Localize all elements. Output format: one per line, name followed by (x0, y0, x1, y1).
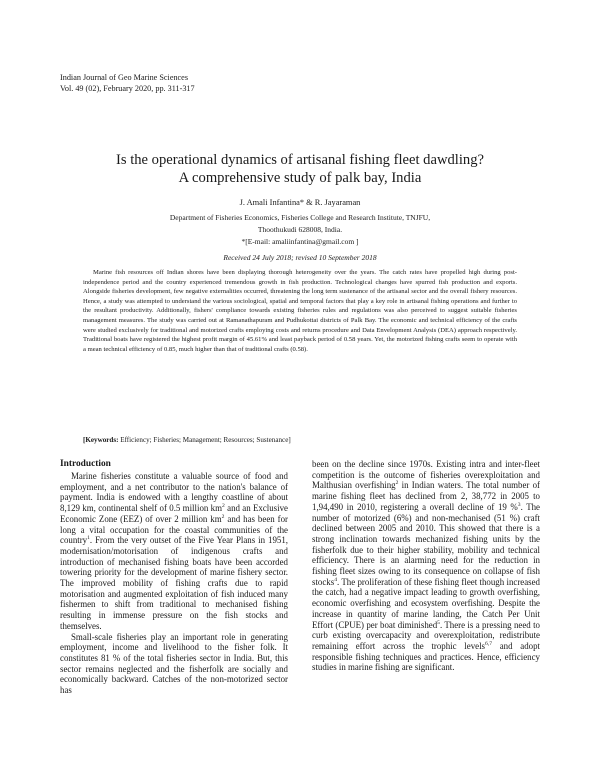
received-dates: Received 24 July 2018; revised 10 September 2018 (223, 253, 377, 262)
paper-title (60, 151, 540, 187)
body-column-left (60, 459, 288, 696)
text-run: Marine fisheries constitute a valuable source of food and employment, and a net contributor to the nation's balance of payment. India is endowed with a lengthy coastline of about 8,129 km, continental shelf of 0.5 million km (60, 471, 288, 514)
text-run: and has been for long a vital occupation for the coastal communities of the country (60, 513, 288, 546)
intro-paragraph-3 (312, 459, 540, 673)
journal-header (60, 72, 195, 94)
affiliation-line-2: Thoothukudi 628008, India. (257, 225, 343, 234)
intro-paragraph-2: Small-scale fisheries play an important role in generating employment, income and livelihood to the fisher folk. It constitutes 81 % of the total fisheries sector in India. But, this sector remains neglected and the fisherfolk are socially and economically backward. Catches of the non-motorized sector has (60, 631, 288, 696)
superscript: 2 (221, 513, 225, 520)
section-heading-introduction: Introduction (60, 459, 111, 469)
text-run: been on the decline since 1970s. Existing intra and inter-fleet competition is the outcome of fisheries overexploitation and Malthusian overfishing (312, 459, 540, 491)
abstract: Marine fish resources off Indian shores have been displaying thorough heterogeneity over the years. The catch rates have propelled high during post-independence period and the country experienced tremendous growth in fish production. Technological changes have spurred fish production and exports. Alongside fisheries development, few negative externalities occurred, threatening the long term sustenance of the artisanal sector and the overall fishery resources. Hence, a study was attempted to understand the various sociological, spatial and temporal factors that play a key role in artisanal fishing operations and further to the resultant productivity. Additionally, fishers' compliance towards existing fisheries rules and regulations was also perceived to suggest suitable fisheries management measures. The study was carried out at Ramanathapuram and Pudhukottai districts of Palk Bay. The economic and technical efficiency of the crafts were studied exclusively for traditional and motorized crafts employing costs and returns procedure and Data Envelopment Analysis (DEA) approach respectively. Traditional boats have registered the highest profit margin of 45.61% and least payback period of 0.58 years. Yet, the motorized fishing crafts seem to operate with a mean technical efficiency of 0.85, much higher than that of traditional crafts (0.58). (83, 269, 517, 353)
intro-paragraph-1 (60, 471, 288, 632)
text-run: . From the very outset of the Five Year Plans in 1951, modernisation/motorisation of indigenous crafts and introduction of mechanised fishing boats have been accorded towering priority for the development of marine fishery sector. The improved mobility of fishing crafts due to rapid motorisation and augmented exploitation of fish induced many fishermen to shift from traditional to mechanised fishing resulting in immense pressure on the fish stocks and themselves. (60, 535, 288, 631)
text-run: . There is a pressing need to curb existing overcapacity and overexploitation, redistribute remaining effort across the trophic levels (312, 619, 540, 651)
affiliation-line-1: Department of Fisheries Economics, Fisheries College and Research Institute, TNJFU, (169, 213, 431, 222)
paper-title-line-2: A comprehensive study of palk bay, India (178, 170, 422, 186)
text-run: . The number of motorized (6%) and non-mechanised (51 %) craft declined between 2005 and 2010. This showed that there is a strong inclination towards mechanized fishing units by the fisherfolk due to their higher stability, mobility and technical efficiency. There is an alarming need for the reduction in fishing fleet sizes owing to its consequence on collapse of fish stocks (312, 501, 540, 587)
citation-superscript: 3 (517, 501, 521, 508)
body-column-right (312, 459, 540, 673)
paper-title-line-1: Is the operational dynamics of artisanal fishing fleet dawdling? (116, 152, 484, 168)
keywords (83, 436, 517, 444)
journal-issue: Vol. 49 (02), February 2020, pp. 311-317 (60, 84, 195, 93)
text-run: in Indian waters. The total number of marine fishing fleet has declined from 2, 38,772 in 2005 to 1,94,490 in 2010, registering a overall decline of 19 % (312, 480, 541, 512)
citation-superscript: 6,7 (485, 640, 493, 647)
keywords-list: Efficiency; Fisheries; Management; Resources; Sustenance] (118, 436, 291, 444)
citation-superscript: 4 (334, 576, 337, 583)
keywords-label: [Keywords: (83, 436, 119, 444)
text-run: and adopt responsible fishing techniques and practices. Hence, efficiency studies in marine fishing are significant. (312, 640, 540, 673)
superscript: 2 (222, 503, 225, 510)
citation-superscript: 1 (87, 535, 90, 542)
citation-superscript: 2 (395, 480, 399, 487)
journal-name: Indian Journal of Geo Marine Sciences (60, 73, 189, 82)
text-run: and an Exclusive Economic Zone (EEZ) of over 2 million km (60, 503, 288, 524)
corresponding-email: *[E-mail: amaliinfantina@gmail.com ] (241, 237, 359, 246)
authors: J. Amali Infantina* & R. Jayaraman (239, 198, 361, 207)
text-run: . The proliferation of these fishing fleet though increased the catch, had a negative impact leading to growth overfishing, economic overfishing and ecosystem overfishing. Despite the increase in quantity of marine landing, the Catch Per Unit Effort (CPUE) per boat diminished (312, 576, 540, 630)
citation-superscript: 5 (437, 619, 440, 626)
affiliation (60, 212, 540, 248)
